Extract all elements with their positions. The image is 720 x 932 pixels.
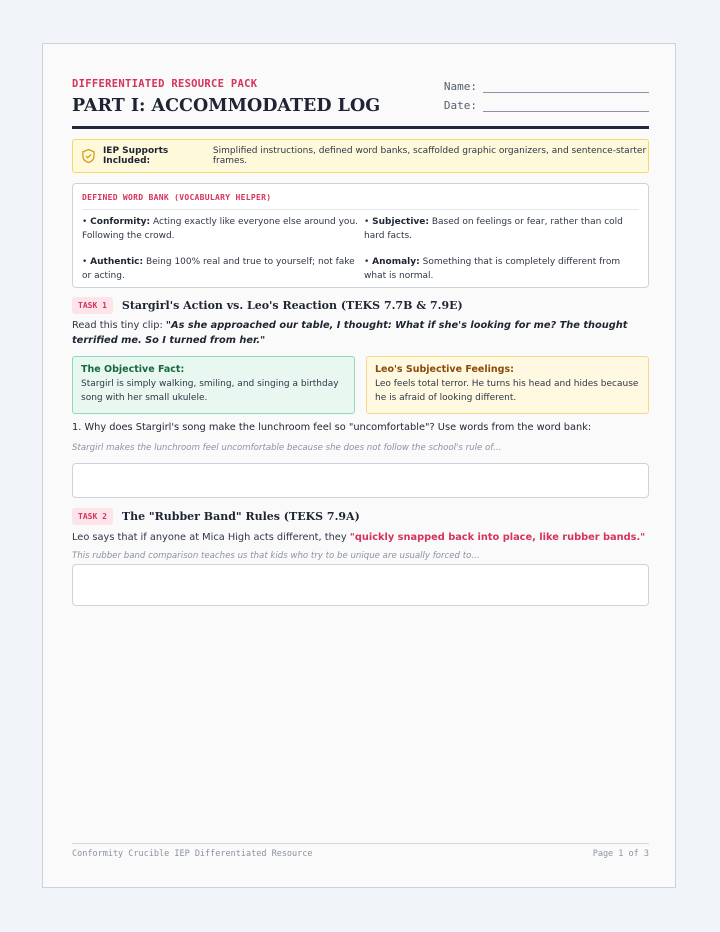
iep-label: IEP Supports Included: [102, 146, 169, 166]
word-bank-grid [82, 215, 639, 283]
task2-badge: TASK 2 [72, 508, 113, 525]
date-label: Date: [443, 99, 477, 112]
page-number: Page 1 of 3 [592, 849, 649, 859]
subjective-feelings-text: Leo feels total terror. He turns his head and hides because he is afraid of looking different. [375, 379, 639, 403]
task1-quote: "As she approached our table, I thought: What if she's looking for me? The thought terrified me. So I turned from her." [72, 320, 628, 346]
word-bank-item: • Subjective: Based on feelings or fear, rather than cold hard facts. [364, 217, 623, 241]
page-title: PART I: ACCOMMODATED LOG [72, 96, 381, 116]
name-field[interactable] [444, 80, 649, 93]
footer-title: Conformity Crucible IEP Differentiated Resource [72, 849, 313, 859]
iep-text: Simplified instructions, defined word banks, scaffolded graphic organizers, and sentence-starter frames. [212, 146, 647, 166]
footer-divider [72, 843, 649, 844]
word-bank-item: • Conformity: Acting exactly like everyone else around you. Following the crowd. [82, 217, 359, 241]
header-divider [72, 126, 649, 129]
date-line[interactable] [483, 100, 649, 112]
word-bank-divider [82, 209, 639, 210]
subjective-feelings-title: Leo's Subjective Feelings: [375, 364, 514, 375]
objective-fact-title: The Objective Fact: [81, 364, 185, 375]
subjective-feelings-box [366, 356, 649, 414]
section-kicker: DIFFERENTIATED RESOURCE PACK [72, 78, 258, 90]
iep-supports-banner [72, 139, 649, 173]
task1-intro: Read this tiny clip: "As she approached our table, I thought: What if she's looking for me? The thought terrified me. So I turned from her." [72, 320, 628, 346]
word-bank-item: • Anomaly: Something that is completely different from what is normal. [364, 257, 621, 281]
objective-fact-text: Stargirl is simply walking, smiling, and singing a birthday song with her small ukulele. [81, 379, 339, 403]
task2-answer-box[interactable] [72, 564, 649, 606]
name-label: Name: [443, 80, 477, 93]
task1-question: 1. Why does Stargirl's song make the lunchroom feel so "uncomfortable"? Use words from the word bank: [72, 422, 592, 433]
date-field[interactable] [444, 99, 649, 112]
word-bank-title: DEFINED WORD BANK (VOCABULARY HELPER) [82, 193, 272, 202]
word-bank-item: • Authentic: Being 100% real and true to yourself; not fake or acting. [82, 257, 355, 281]
objective-fact-box [72, 356, 355, 414]
task2-quote: "quickly snapped back into place, like rubber bands." [349, 532, 646, 543]
task1-sentence-starter: Stargirl makes the lunchroom feel uncomfortable because she does not follow the school's rule of... [72, 443, 502, 453]
task1-title: Stargirl's Action vs. Leo's Reaction (TEKS 7.7B & 7.9E) [121, 299, 463, 312]
word-bank [72, 183, 649, 288]
task2-title: The "Rubber Band" Rules (TEKS 7.9A) [121, 510, 360, 523]
name-line[interactable] [483, 81, 649, 93]
task1-answer-box[interactable] [72, 463, 649, 498]
shield-check-icon [82, 148, 95, 164]
task1-header [72, 297, 463, 314]
task2-intro: Leo says that if anyone at Mica High acts different, they "quickly snapped back into place, like rubber bands." [72, 532, 646, 543]
task1-badge: TASK 1 [72, 297, 113, 314]
task2-header [72, 508, 360, 525]
worksheet-page [42, 43, 676, 888]
task2-sentence-starter: This rubber band comparison teaches us that kids who try to be unique are usually forced to... [72, 551, 480, 561]
